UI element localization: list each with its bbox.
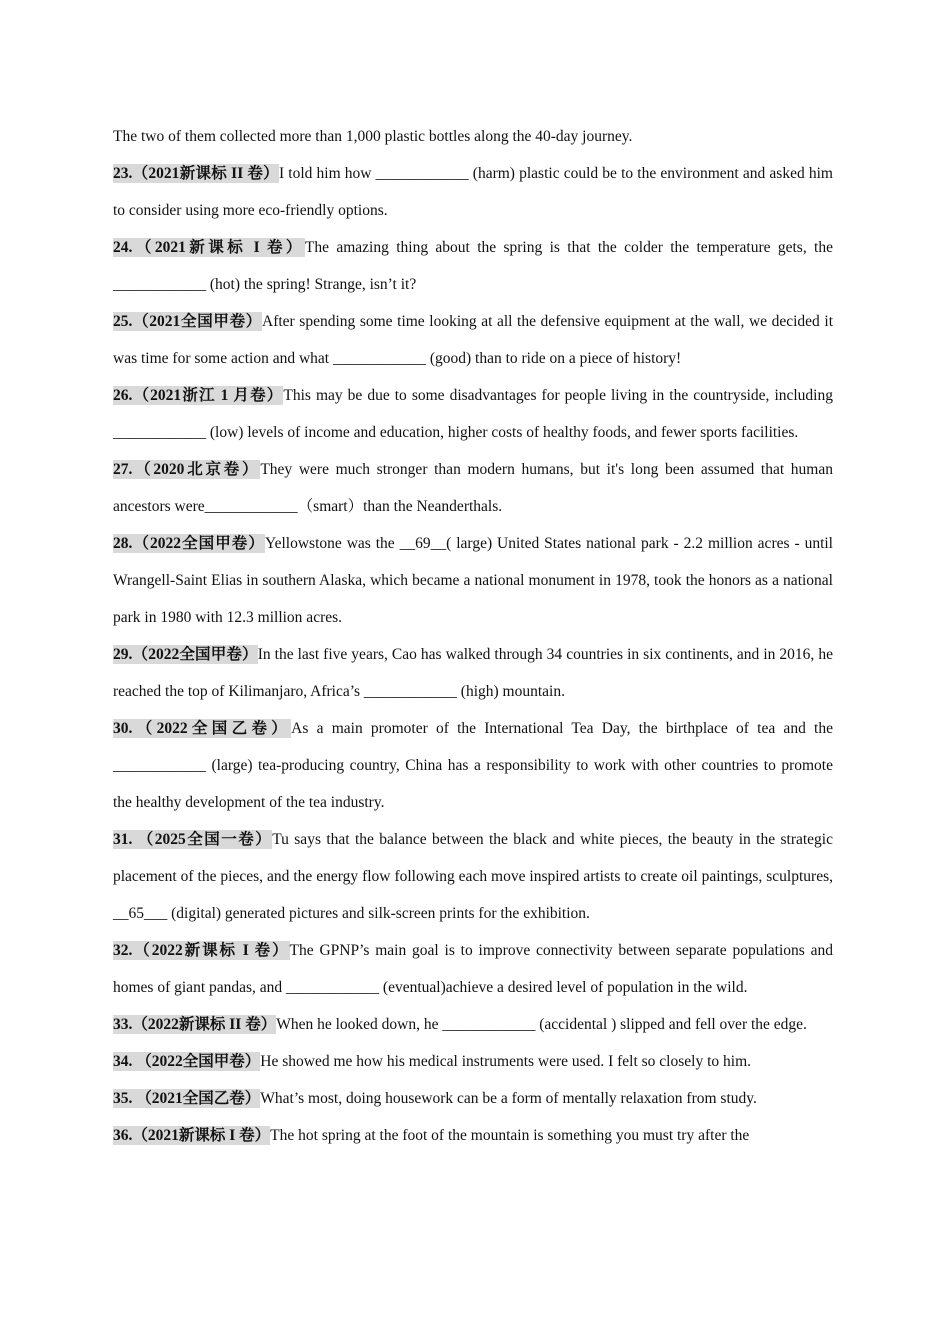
question-text: (hot) the spring! Strange, isn’t it? <box>206 276 417 293</box>
question-source-tag: 35. （2021全国乙卷） <box>113 1090 261 1107</box>
answer-blank: __69__ <box>399 535 447 552</box>
question-source-tag: 25.（2021全国甲卷） <box>113 313 263 330</box>
question-32 <box>113 932 833 1006</box>
question-33 <box>113 1006 833 1043</box>
question-text: They were much stronger than modern humans, but it's long been assumed that human ancestors were <box>113 461 833 515</box>
answer-blank: ____________ <box>286 979 380 996</box>
question-text: (low) levels of income and education, higher costs of healthy foods, and fewer sports facilities. <box>206 424 799 441</box>
question-text: (good) than to ride on a piece of history! <box>425 350 682 367</box>
question-text: The GPNP’s main goal is to improve connectivity between separate populations and homes of giant pandas, and <box>113 942 833 996</box>
intro-sentence: The two of them collected more than 1,000 plastic bottles along the 40-day journey. <box>113 128 633 145</box>
question-36 <box>113 1117 833 1154</box>
answer-blank: ____________ <box>332 350 426 367</box>
question-source-tag: 23.（2021新课标 II 卷） <box>113 165 279 182</box>
question-source-tag: 33.（2022新课标 II 卷） <box>113 1016 277 1033</box>
question-text: (high) mountain. <box>456 683 565 700</box>
question-text: (digital) generated pictures and silk-screen prints for the exhibition. <box>167 905 590 922</box>
answer-blank: ____________ <box>204 498 298 515</box>
question-text: In the last five years, Cao has walked through 34 countries in six continents, and in 2016, he reached the top of Kilimanjaro, Africa’s <box>113 646 833 700</box>
question-text: (large) tea-producing country, China has a responsibility to work with other countries to promote the healthy development of the tea industry. <box>113 757 833 811</box>
question-text: The hot spring at the foot of the mountain is something you must try after the <box>270 1127 750 1144</box>
question-35 <box>113 1080 833 1117</box>
question-source-tag: 32.（2022新课标 I 卷） <box>113 942 290 959</box>
question-24 <box>113 229 833 303</box>
question-source-tag: 31. （2025全国一卷） <box>113 831 273 848</box>
question-23 <box>113 155 833 229</box>
question-text: Tu says that the balance between the black and white pieces, the beauty in the strategic placement of the pieces, and the energy flow following each move inspired artists to create oil paintings, sculptures, <box>113 831 833 885</box>
question-text: (accidental ) slipped and fell over the edge. <box>535 1016 807 1033</box>
question-source-tag: 30.（2022全国乙卷） <box>113 720 292 737</box>
question-text: Yellowstone was the <box>264 535 400 552</box>
question-source-tag: 28.（2022全国甲卷） <box>113 535 265 552</box>
question-34 <box>113 1043 833 1080</box>
question-text: (eventual)achieve a desired level of population in the wild. <box>379 979 748 996</box>
question-text: He showed me how his medical instruments were used. I felt so closely to him. <box>260 1053 751 1070</box>
answer-blank: __65___ <box>113 905 168 922</box>
question-source-tag: 27.（2020北京卷） <box>113 461 261 478</box>
question-source-tag: 34. （2022全国甲卷） <box>113 1053 261 1070</box>
question-source-tag: 36.（2021新课标 I 卷） <box>113 1127 271 1144</box>
question-text: As a main promoter of the International Tea Day, the birthplace of tea and the <box>291 720 833 737</box>
question-text: After spending some time looking at all the defensive equipment at the wall, we decided it was time for some action and what <box>113 313 833 367</box>
question-text: I told him how <box>278 165 376 182</box>
question-text: (harm) plastic could be to the environment and asked him to consider using more eco-friendly options. <box>113 165 833 219</box>
question-source-tag: 29.（2022全国甲卷） <box>113 646 258 663</box>
answer-blank: ____________ <box>113 757 206 774</box>
question-source-tag: 24.（2021新课标 I 卷） <box>113 239 305 256</box>
answer-blank: ____________ <box>113 424 206 441</box>
answer-blank: ____________ <box>113 276 206 293</box>
answer-blank: ____________ <box>442 1016 536 1033</box>
question-source-tag: 26.（2021浙江 1 月卷） <box>113 387 284 404</box>
question-text: When he looked down, he <box>276 1016 443 1033</box>
question-28 <box>113 525 833 636</box>
question-text: The amazing thing about the spring is that the colder the temperature gets, the <box>304 239 833 256</box>
answer-blank: ____________ <box>363 683 457 700</box>
question-26 <box>113 377 833 451</box>
question-text: What’s most, doing housework can be a form of mentally relaxation from study. <box>260 1090 757 1107</box>
question-text: This may be due to some disadvantages for people living in the countryside, including <box>283 387 833 404</box>
question-text: ( large) United States national park - 2.2 million acres - until Wrangell-Saint Elias in southern Alaska, which became a national monument in 1978, took the honors as a national park in 1980 with 12.3 million acres. <box>113 535 833 626</box>
question-30 <box>113 710 833 821</box>
document-body <box>113 118 833 1154</box>
question-31 <box>113 821 833 932</box>
question-25 <box>113 303 833 377</box>
question-27 <box>113 451 833 525</box>
question-29 <box>113 636 833 710</box>
answer-blank: ____________ <box>375 165 469 182</box>
question-text: （smart）than the Neanderthals. <box>297 498 503 515</box>
